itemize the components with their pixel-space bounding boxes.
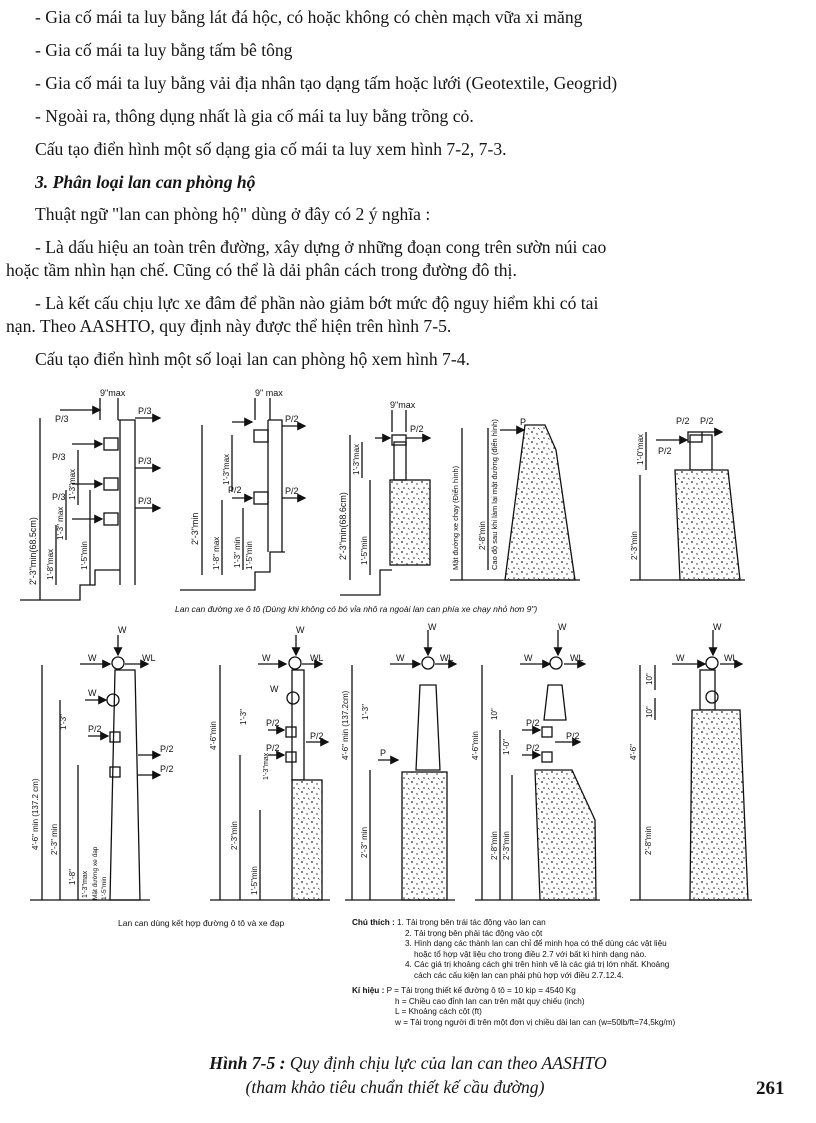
label-wl-a: WL <box>142 653 156 663</box>
label-w-i: W <box>558 622 567 632</box>
paragraph-2: - Gia cố mái ta luy bằng tấm bê tông <box>35 40 293 60</box>
label-p3-a: P/3 <box>55 414 69 424</box>
dim-d2: 1'-8"max <box>46 548 55 580</box>
dim-d10: 1'-5"min <box>245 541 254 570</box>
figure-caption-label: Hình 7-5 : <box>209 1053 286 1073</box>
symbols-block <box>352 986 675 1028</box>
dim-f5: 1'-3" <box>239 709 248 725</box>
label-p2-c: P/2 <box>228 485 242 495</box>
dim-d6: 2'-3"min <box>190 512 200 545</box>
section-heading: 3. Phân loại lan can phòng hộ <box>35 172 256 192</box>
label-wl-e: WL <box>724 653 738 663</box>
label-p2-j: P/2 <box>160 764 174 774</box>
panel-g <box>210 635 330 900</box>
figure-caption <box>0 1052 816 1074</box>
dim-d12: 1'-3"max <box>352 443 361 475</box>
label-p2-h: P/2 <box>88 724 102 734</box>
dim-e6: Mặt đường xe đạp <box>92 846 99 900</box>
label-p2-f: P/2 <box>700 416 714 426</box>
label-p2-e: P/2 <box>676 416 690 426</box>
paragraph-7: - Là dấu hiệu an toàn trên đường, xây dựng ở những đoạn cong trên sườn núi cao <box>35 237 607 257</box>
paragraph-8: - Là kết cấu chịu lực xe đâm để phần nào giảm bớt mức độ nguy hiểm khi có tai <box>35 293 599 313</box>
label-9max-c: 9"max <box>390 400 416 410</box>
label-9max-b: 9" max <box>255 388 283 398</box>
label-w-f: W <box>270 684 279 694</box>
dim-d18: 2'-3"min <box>630 531 639 560</box>
dim-i3: 10" <box>645 673 654 685</box>
paragraph-8-cont: nạn. Theo AASHTO, quy định này được thể hiện trên hình 7-5. <box>6 316 452 336</box>
label-wl-c: WL <box>440 653 454 663</box>
dim-e7: 1'-5"min <box>101 876 108 900</box>
label-w-e: W <box>262 653 271 663</box>
label-p2-o: P/2 <box>526 743 540 753</box>
dim-f4: 1'-3"max <box>263 752 270 780</box>
dim-g3: 1'-3" <box>361 704 370 720</box>
label-p-a: P <box>520 417 527 427</box>
symbols-title: Kí hiệu : <box>352 986 385 995</box>
symbol-2: h = Chiều cao đỉnh lan can trên mặt quy chiếu (inch) <box>395 996 585 1006</box>
dim-d8: 1'-8" max <box>212 536 221 570</box>
label-w-k: W <box>713 622 722 632</box>
dim-h1: 4'-6"min <box>471 731 480 760</box>
label-p3-b: P/3 <box>52 452 66 462</box>
label-p2-i: P/2 <box>160 744 174 754</box>
panel-j <box>630 630 752 900</box>
label-p2-k: P/2 <box>266 718 280 728</box>
paragraph-3: - Gia cố mái ta luy bằng vải địa nhân tạo dạng tấm hoặc lưới (Geotextile, Geogrid) <box>35 73 618 93</box>
dim-f2: 2'-3"min <box>230 821 239 850</box>
note-1: 1. Tải trọng bên trái tác động vào lan can <box>397 918 546 927</box>
dim-h3: 2'-3"min <box>502 831 511 860</box>
dim-e2: 2'-3" min <box>50 823 59 855</box>
label-p2-b: P/2 <box>285 486 299 496</box>
dim-d4: 1'-3"max <box>68 468 77 500</box>
dim-i4: 10" <box>645 706 654 718</box>
label-w-c: W <box>88 688 97 698</box>
dim-d11: 2'-3"min(68.6cm) <box>338 492 348 560</box>
label-p2-m: P/2 <box>310 731 324 741</box>
dim-h4: 10" <box>490 708 499 720</box>
dim-d9: 1'-3" min <box>233 536 242 568</box>
label-p2-d: P/2 <box>410 424 424 434</box>
dim-f3: 1'-5"min <box>250 866 259 895</box>
label-p2-l: P/2 <box>266 743 280 753</box>
panel-e <box>630 432 745 580</box>
note-2: 2. Tải trọng bên phải tác động vào cột <box>405 928 543 938</box>
dim-e4: 1'-3"max <box>82 870 89 898</box>
note-3-cont: hoặc tổ hợp vật liệu cho trong điều 2.7 với bất kì hình dạng nào. <box>414 949 647 959</box>
bottom-left-caption: Lan can dùng kết hợp đường ô tô và xe đạp <box>118 918 285 928</box>
dim-d13: 1'-5"min <box>360 536 369 565</box>
paragraph-7-cont: hoặc tầm nhìn hạn chế. Cũng có thể là dải phân cách trong đường đô thị. <box>6 260 517 280</box>
label-wl-b: WL <box>310 653 324 663</box>
paragraph-1: - Gia cố mái ta luy bằng lát đá hộc, có hoặc không có chèn mạch vữa xi măng <box>35 7 583 27</box>
symbol-4: w = Tải trọng người đi trên một đơn vị chiều dài lan can (w=50lb/ft=74,5kg/m) <box>395 1017 676 1027</box>
label-p2-g: P/2 <box>658 446 672 456</box>
dim-h5: 1'-0" <box>502 739 511 755</box>
label-w-j: W <box>524 653 533 663</box>
panel-h <box>345 630 456 900</box>
dim-g1: 4'-6" min (137.2cm) <box>341 690 350 760</box>
railing-figure <box>0 380 816 1000</box>
dim-h2: 2'-8"min <box>490 831 499 860</box>
paragraph-4: - Ngoài ra, thông dụng nhất là gia cố mái ta luy bằng trồng cỏ. <box>35 106 474 126</box>
label-w-d: W <box>296 625 305 635</box>
dim-d5: 1'-5"min <box>80 541 89 570</box>
symbol-3: L = Khoảng cách cột (ft) <box>395 1007 482 1016</box>
label-p3-d: P/3 <box>138 406 152 416</box>
dim-d7: 1'-3"max <box>222 453 231 485</box>
panel-d <box>450 425 580 580</box>
label-p-b: P <box>380 748 387 758</box>
note-4-cont: cách các cấu kiện lan can phải phù hợp với điều 2.7.12.4. <box>414 970 624 980</box>
paragraph-9: Cấu tạo điển hình một số loại lan can phòng hộ xem hình 7-4. <box>35 349 470 369</box>
page-number: 261 <box>756 1078 785 1099</box>
label-p2-a: P/2 <box>285 414 299 424</box>
label-w-g: W <box>428 622 437 632</box>
label-p2-n: P/2 <box>526 718 540 728</box>
dim-d16: Cao độ sau khi làm lại mặt đường (điển hình) <box>490 419 499 570</box>
symbol-1: P = Tải trọng thiết kế đường ô tô = 10 kip = 4540 Kg <box>386 986 576 995</box>
label-p3-f: P/3 <box>138 496 152 506</box>
label-w-b: W <box>88 653 97 663</box>
label-wl-d: WL <box>570 653 584 663</box>
dim-e5: 1'-3" <box>59 714 68 730</box>
label-p3-c: P/3 <box>52 492 66 502</box>
panel-c <box>340 410 430 595</box>
label-w-h: W <box>396 653 405 663</box>
figure-subcaption: (tham khảo tiêu chuẩn thiết kế cầu đường) <box>245 1077 545 1097</box>
notes-block <box>352 918 669 981</box>
dim-f1: 4'-6"min <box>209 721 218 750</box>
notes-title: Chú thích : <box>352 918 395 927</box>
dim-e3: 1'-8" <box>68 869 77 885</box>
dim-d14: Mặt đường xe chạy (Điển hình) <box>451 465 460 570</box>
note-4: 4. Các giá trị khoảng cách ghi trên hình vẽ là các giá trị lớn nhất. Khoảng <box>405 960 670 969</box>
dim-d15: 2'-8"min <box>478 521 487 550</box>
paragraph-6: Thuật ngữ "lan can phòng hộ" dùng ở đây có 2 ý nghĩa : <box>35 204 431 224</box>
top-caption: Lan can đường xe ô tô (Dùng khi không có bó vỉa nhô ra ngoài lan can phía xe chạy nhỏ hơn 9") <box>175 604 538 614</box>
label-p2-p: P/2 <box>566 731 580 741</box>
label-p3-e: P/3 <box>138 456 152 466</box>
label-w-a: W <box>118 625 127 635</box>
label-w-l: W <box>676 653 685 663</box>
paragraph-5: Cấu tạo điển hình một số dạng gia cố mái ta luy xem hình 7-2, 7-3. <box>35 139 507 159</box>
dim-d17: 1'-0"max <box>636 433 645 465</box>
dim-i2: 2'-8"min <box>644 826 653 855</box>
dim-e1: 4'-6" min (137.2 cm) <box>31 778 40 850</box>
dim-i1: 4'-6" <box>629 744 638 760</box>
label-9max-a: 9"max <box>100 388 126 398</box>
note-3: 3. Hình dạng các thành lan can chỉ để minh họa có thể dùng các vật liệu <box>405 939 667 948</box>
dim-d1: 2'-3"min(68.5cm) <box>28 517 38 585</box>
figure-caption-title: Quy định chịu lực của lan can theo AASHTO <box>285 1053 607 1073</box>
dim-d3: 1'-3" max <box>56 506 65 540</box>
dim-g2: 2'-3" min <box>360 826 369 858</box>
